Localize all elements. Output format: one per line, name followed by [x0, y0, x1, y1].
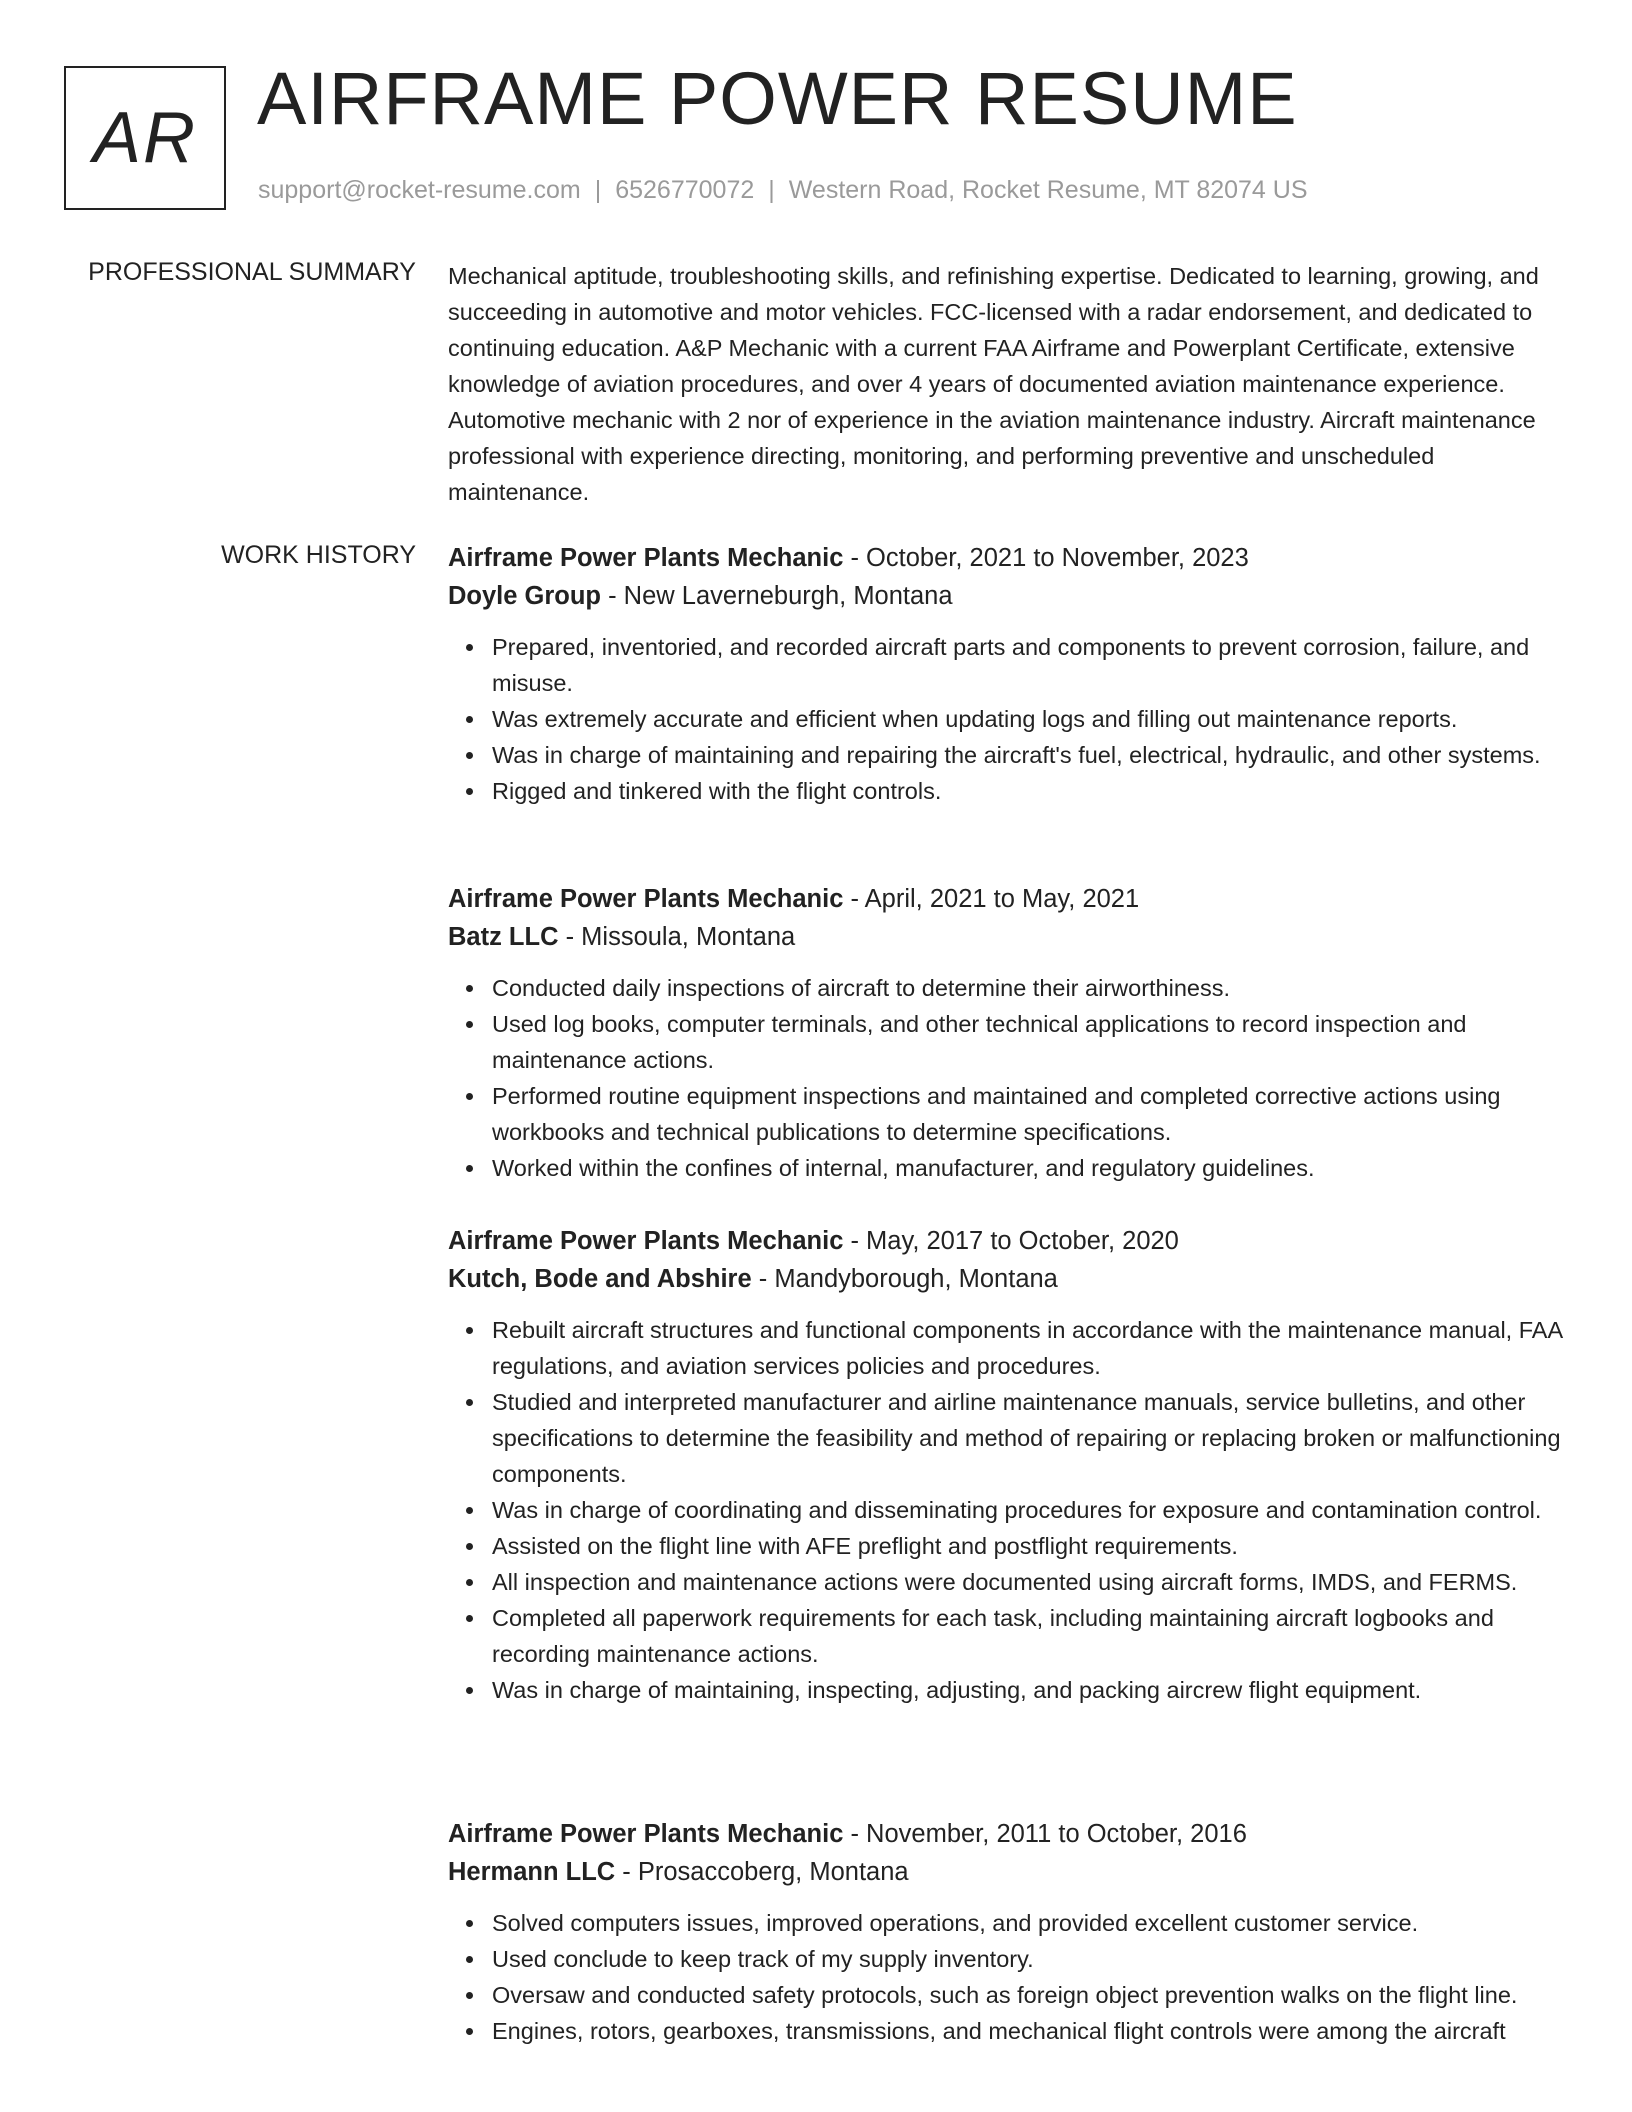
job-title: Airframe Power Plants Mechanic: [448, 544, 844, 572]
job-bullet: Used conclude to keep track of my supply inventory.: [492, 1941, 1568, 1977]
job-bullet: Was in charge of maintaining, inspecting, adjusting, and packing aircrew flight equipment.: [492, 1672, 1568, 1708]
job-company: Kutch, Bode and Abshire: [448, 1265, 752, 1293]
contact-phone: 6526770072: [615, 176, 755, 204]
job-location: - Missoula, Montana: [558, 923, 796, 951]
contact-separator: |: [768, 176, 775, 204]
job-bullet: Worked within the confines of internal, manufacturer, and regulatory guidelines.: [492, 1150, 1568, 1186]
job-title: Airframe Power Plants Mechanic: [448, 1820, 844, 1848]
monogram-box: [64, 66, 226, 210]
job-bullet-list: [448, 1312, 1568, 1708]
job-bullet: Rebuilt aircraft structures and functional components in accordance with the maintenance manual, FAA regulations, and aviation services policies and procedures.: [492, 1312, 1568, 1384]
job-bullet: Studied and interpreted manufacturer and airline maintenance manuals, service bulletins, and other specifications to determine the feasibility and method of repairing or replacing broken or malfunctioning components.: [492, 1384, 1568, 1492]
job-dates: - May, 2017 to October, 2020: [843, 1227, 1179, 1255]
job-company: Doyle Group: [448, 582, 602, 610]
job-bullet: Oversaw and conducted safety protocols, such as foreign object prevention walks on the flight line.: [492, 1977, 1568, 2013]
job-bullet: Performed routine equipment inspections and maintained and completed corrective actions using workbooks and technical publications to determine specifications.: [492, 1078, 1568, 1150]
job-company-line: [448, 918, 1568, 956]
job-entry: [448, 1815, 1568, 2049]
job-company: Batz LLC: [448, 923, 559, 951]
job-title: Airframe Power Plants Mechanic: [448, 1227, 844, 1255]
job-bullet: Prepared, inventoried, and recorded aircraft parts and components to prevent corrosion, failure, and misuse.: [492, 629, 1568, 701]
job-location: - Mandyborough, Montana: [751, 1265, 1058, 1293]
contact-email: support@rocket-resume.com: [258, 176, 581, 204]
job-bullet: Engines, rotors, gearboxes, transmissions, and mechanical flight controls were among the aircraft: [492, 2013, 1568, 2049]
job-title-line: [448, 539, 1568, 577]
job-bullet-list: [448, 1905, 1568, 2049]
job-entry: [448, 880, 1568, 1186]
summary-label: PROFESSIONAL SUMMARY: [88, 258, 416, 286]
job-bullet: Was in charge of maintaining and repairing the aircraft's fuel, electrical, hydraulic, and other systems.: [492, 737, 1568, 773]
job-location: - Prosaccoberg, Montana: [615, 1858, 909, 1886]
monogram-initials: AR: [92, 98, 198, 178]
job-dates: - October, 2021 to November, 2023: [843, 544, 1249, 572]
job-title-line: [448, 880, 1568, 918]
contact-address: Western Road, Rocket Resume, MT 82074 US: [788, 176, 1308, 204]
job-bullet: Used log books, computer terminals, and other technical applications to record inspection and maintenance actions.: [492, 1006, 1568, 1078]
job-title-line: [448, 1815, 1568, 1853]
job-dates: - November, 2011 to October, 2016: [843, 1820, 1247, 1848]
work-history-label: WORK HISTORY: [221, 541, 416, 569]
job-bullet-list: [448, 970, 1568, 1186]
job-bullet: Solved computers issues, improved operations, and provided excellent customer service.: [492, 1905, 1568, 1941]
resume-name: AIRFRAME POWER RESUME: [257, 57, 1298, 140]
job-bullet: Rigged and tinkered with the flight controls.: [492, 773, 1568, 809]
summary-text: Mechanical aptitude, troubleshooting skills, and refinishing expertise. Dedicated to learning, growing, and succeeding in automotive and motor vehicles. FCC-licensed with a radar endorsement, and dedicated to continuing education. A&P Mechanic with a current FAA Airframe and Powerplant Certificate, extensive knowledge of aviation procedures, and over 4 years of documented aviation maintenance experience. Automotive mechanic with 2 nor of experience in the aviation maintenance industry. Aircraft maintenance professional with experience directing, monitoring, and performing preventive and unscheduled maintenance.: [448, 263, 1539, 505]
job-bullet-list: [448, 629, 1568, 809]
job-bullet: Was extremely accurate and efficient when updating logs and filling out maintenance reports.: [492, 701, 1568, 737]
job-bullet: Conducted daily inspections of aircraft to determine their airworthiness.: [492, 970, 1568, 1006]
job-bullet: Was in charge of coordinating and disseminating procedures for exposure and contamination control.: [492, 1492, 1568, 1528]
job-location: - New Laverneburgh, Montana: [601, 582, 953, 610]
job-bullet: Completed all paperwork requirements for each task, including maintaining aircraft logbooks and recording maintenance actions.: [492, 1600, 1568, 1672]
job-company: Hermann LLC: [448, 1858, 616, 1886]
contact-separator: |: [594, 176, 602, 204]
job-company-line: [448, 1260, 1568, 1298]
job-dates: - April, 2021 to May, 2021: [843, 885, 1140, 913]
job-entry: [448, 1222, 1568, 1708]
job-company-line: [448, 1853, 1568, 1891]
job-title: Airframe Power Plants Mechanic: [448, 885, 844, 913]
job-title-line: [448, 1222, 1568, 1260]
job-company-line: [448, 577, 1568, 615]
job-entry: [448, 539, 1568, 809]
contact-line: [258, 176, 1308, 205]
job-bullet: All inspection and maintenance actions were documented using aircraft forms, IMDS, and FERMS.: [492, 1564, 1568, 1600]
job-bullet: Assisted on the flight line with AFE preflight and postflight requirements.: [492, 1528, 1568, 1564]
